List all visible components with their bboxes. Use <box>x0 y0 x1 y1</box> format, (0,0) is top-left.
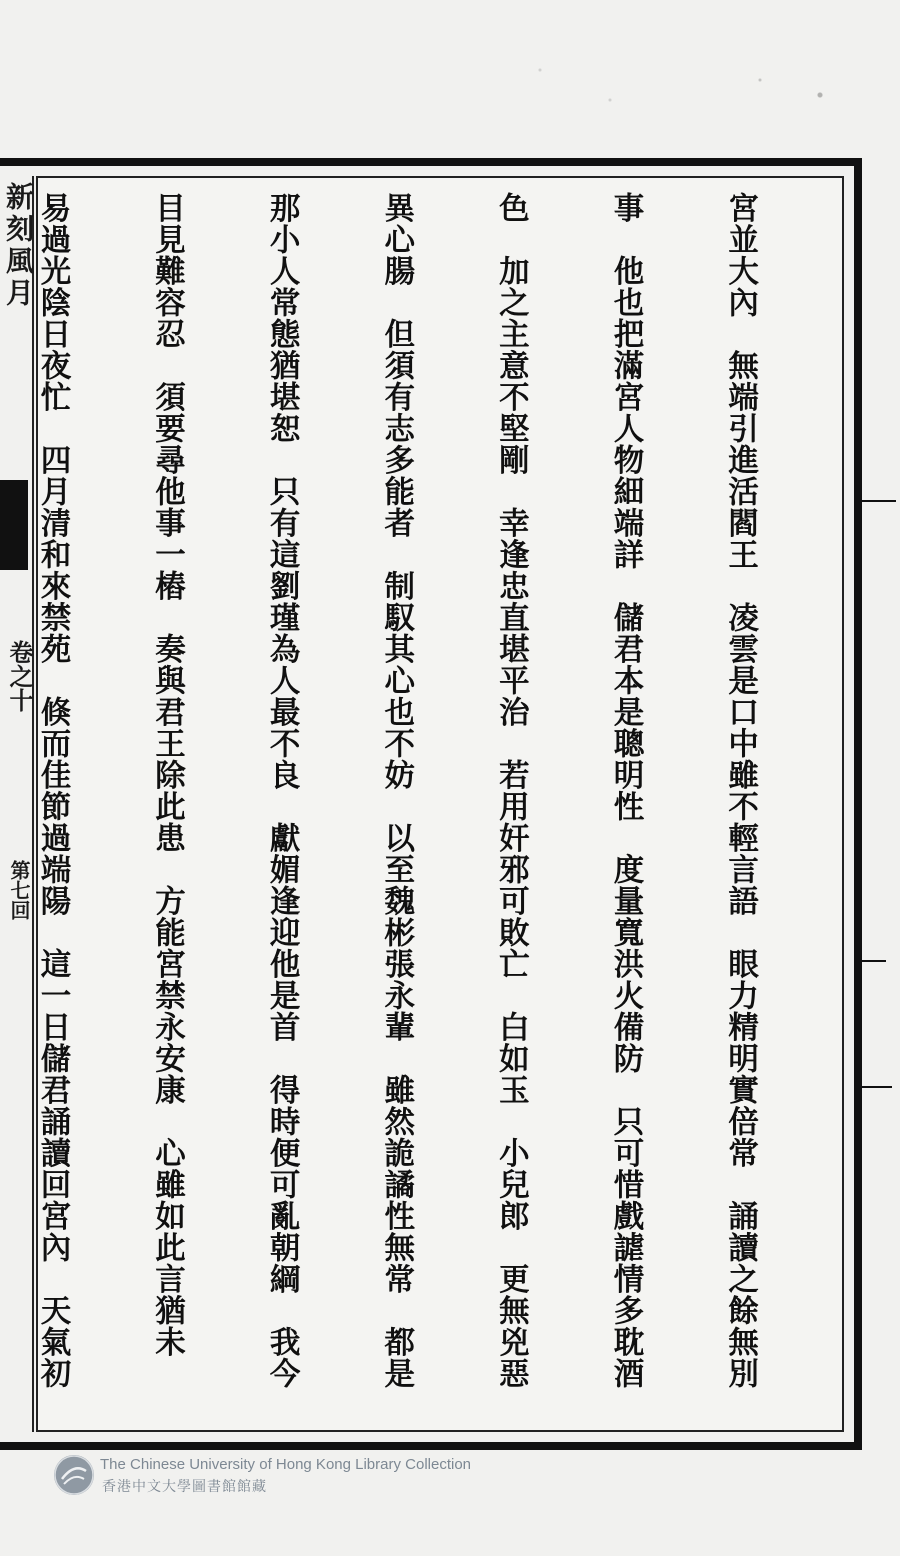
collection-name-zh: 香港中文大學圖書館館藏 <box>102 1479 267 1495</box>
text-column: 易過光陰日夜忙 四月清和來禁苑 倏而佳節過端陽 這一日儲君誦讀回宮內 天氣初 <box>34 192 71 1389</box>
vertical-text-body <box>34 192 836 1412</box>
text-column: 事 他也把滿宮人物細端詳 儲君本是聰明性 度量寬洪火備防 只可惜戲謔情多耽酒 <box>607 192 644 1389</box>
text-column: 色 加之主意不堅剛 幸逢忠直堪平治 若用奸邪可敗亡 白如玉 小兒郎 更無兇惡 <box>493 192 530 1389</box>
cuhk-library-logo-icon <box>54 1455 94 1495</box>
margin-mark <box>862 960 886 962</box>
paper-speckle <box>0 0 900 160</box>
spine-title: 新刻風月 <box>2 182 35 310</box>
text-column: 目見難容忍 須要尋他事一樁 奏與君王除此患 方能宮禁永安康 心雖如此言猶未 <box>149 192 186 1358</box>
margin-mark <box>862 500 896 502</box>
collection-name-en: The Chinese University of Hong Kong Library Collection <box>100 1456 472 1473</box>
text-column: 異心腸 但須有志多能者 制馭其心也不妨 以至魏彬張永輩 雖然詭譎性無常 都是 <box>378 192 415 1389</box>
spine-volume: 卷之十 <box>5 640 34 712</box>
text-column: 那小人常態猶堪恕 只有這劉瑾為人最不良 獻媚逢迎他是首 得時便可亂朝綱 我今 <box>264 192 301 1389</box>
margin-mark <box>862 1086 892 1088</box>
text-column: 宮並大內 無端引進活閻王 凌雲是口中雖不輕言語 眼力精明實倍常 誦讀之餘無別 <box>722 192 759 1389</box>
spine-chapter: 第七回 <box>7 860 31 920</box>
library-watermark <box>54 1455 554 1499</box>
